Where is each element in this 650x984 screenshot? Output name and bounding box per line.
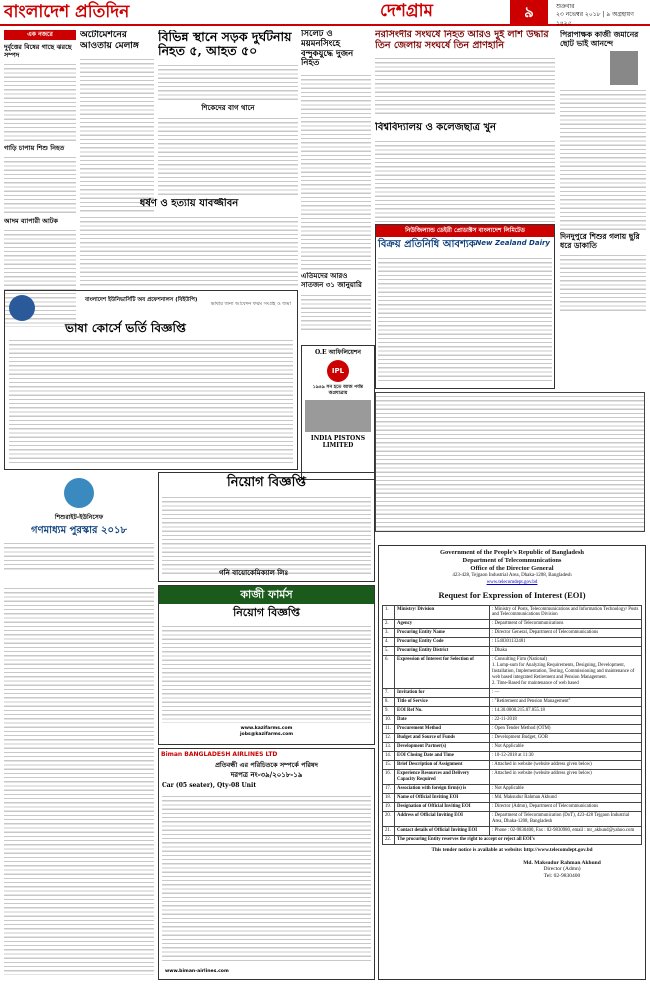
pistons-image <box>305 400 371 432</box>
eoi-row <box>383 752 642 761</box>
eoi-row-label: Budget and Source of Funds <box>395 734 490 743</box>
eoi-row-label: EOI Ref No. <box>395 707 490 716</box>
biman-notice-no: দরপত্র নং-৩৯/২০১৮-১৯ <box>230 769 303 779</box>
eoi-row <box>383 716 642 725</box>
eoi-row-label: Designation of Official Inviting EOI <box>395 803 490 812</box>
eoi-table <box>382 605 642 846</box>
eoi-sign-name: Md. Maksudur Rahman Akhund <box>523 859 601 866</box>
eoi-row-value: : Department of Telecommunication (DoT), 423-428 Tejgaon Industrial Area, Dhaka-1208, Bangladesh <box>490 812 642 827</box>
eoi-row <box>383 605 642 620</box>
kazi-website: www.kazifarms.com <box>240 725 293 731</box>
recruitment-title-1: নিয়োগ বিজ্ঞপ্তি <box>227 475 306 490</box>
orphan-story <box>301 272 371 342</box>
nz-dairy-logo: New Zealand Dairy <box>475 239 550 247</box>
university-logo <box>9 295 35 321</box>
eoi-row-num: 18. <box>383 794 395 803</box>
eoi-row-value: : Phone : 02-9830400, Fax : 02-9830980, email : mr_akhund@yahoo.com <box>490 827 642 836</box>
eoi-row <box>383 770 642 785</box>
biman-ad <box>158 748 375 980</box>
verdict-headline: ধর্ষণ ও হত্যায় যাবজ্জীবন <box>139 198 239 209</box>
section-title: দেশগ্রাম <box>380 1 433 21</box>
student-murder-headline: বিশ্ববিদ্যালয় ও কলেজছাত্র খুন <box>375 122 497 133</box>
kazi-recruitment-title: নিয়োগ বিজ্ঞপ্তি <box>233 605 300 619</box>
nz-dairy-ad <box>375 224 555 389</box>
pistons-since: ১৯৪৯ সন হতে আজ পর্যন্ত অগ্রযাত্রায় <box>312 384 364 396</box>
eoi-row <box>383 707 642 716</box>
sub-kicker: শিকেদের বাগ থানে <box>201 102 255 112</box>
eoi-row <box>383 812 642 827</box>
student-murder-story <box>375 122 555 222</box>
eoi-row-num: 5. <box>383 647 395 656</box>
biochem-company: গনি বায়োকেমিক্যাল লিঃ <box>219 568 289 578</box>
eoi-row <box>383 689 642 698</box>
nz-dairy-subheading: বিক্রয় প্রতিনিধি আবশ্যক <box>378 238 476 250</box>
media-award-ad <box>4 472 154 582</box>
eoi-row <box>383 794 642 803</box>
recruitment-ad-1 <box>158 472 375 582</box>
ad-text-block <box>162 793 371 963</box>
biman-item: Car (05 seater), Qty-08 Unit <box>162 782 257 790</box>
orphan-headline: এতিমদের আরও সাতজন ৩১ জানুয়ারি <box>301 272 362 289</box>
eoi-row-num: 11. <box>383 725 395 734</box>
eoi-row-num: 13. <box>383 743 395 752</box>
eoi-row-num: 15. <box>383 761 395 770</box>
award-logo <box>64 478 94 508</box>
eoi-row-value: : Not Applicable <box>490 785 642 794</box>
eoi-row-value: : Open Tender Method (OTM) <box>490 725 642 734</box>
article-text-block <box>375 55 555 115</box>
eoi-row <box>383 734 642 743</box>
eoi-address: 423-428, Tejgaon Industrial Area, Dhaka-1208, Bangladesh <box>452 573 572 579</box>
eoi-row-num: 22. <box>383 836 395 845</box>
eoi-row-value: : Dhaka <box>490 647 642 656</box>
robbery-story <box>560 232 646 317</box>
eoi-row-value: : 22-11-2018 <box>490 716 642 725</box>
eoi-row-num: 16. <box>383 770 395 785</box>
eoi-row-label: Contact details of Official Inviting EOI <box>395 827 490 836</box>
right-top-story <box>560 30 646 230</box>
language-course-note: ভাষার জন্য আবেদন ফরম সংগ্রহ ও জমা <box>210 301 291 307</box>
eoi-signature <box>482 860 642 881</box>
kazi-email: jobs@kazifarms.com <box>239 731 294 737</box>
masthead <box>0 0 650 26</box>
eoi-row-label: Expression of Interest for Selection of <box>395 656 490 689</box>
eoi-row-value: : Not Applicable <box>490 743 642 752</box>
eoi-row <box>383 725 642 734</box>
eoi-notice <box>378 545 646 980</box>
robbery-headline: দিনদুপুরে শিশুর গলায় ছুরি ধরে ডাকাতি <box>560 232 640 250</box>
eoi-row-num: 10. <box>383 716 395 725</box>
crossfire-headline: সিলেট ও ময়মনসিংহে বন্দুকযুদ্ধে দুজন নিহত <box>301 30 354 69</box>
eoi-row-label: Name of Official Inviting EOI <box>395 794 490 803</box>
eoi-row <box>383 743 642 752</box>
eoi-row <box>383 836 642 845</box>
eoi-row-label: Date <box>395 716 490 725</box>
eoi-row-value: : Department of Telecommunications <box>490 620 642 629</box>
eoi-row-num: 1. <box>383 605 395 620</box>
article-text-block <box>560 252 646 312</box>
crossfire-story <box>301 30 371 270</box>
biman-logo: Biman BANGLADESH AIRLINES LTD <box>161 751 278 758</box>
eoi-row-label: Association with foreign firm(s) is <box>395 785 490 794</box>
eoi-row-label: Procuring Entity Name <box>395 629 490 638</box>
road-accident-headline: বিভিন্ন স্থানে সড়ক দুর্ঘটনায় নিহত ৫, আহত ৫০ <box>158 30 292 59</box>
eoi-row-label: Agency <box>395 620 490 629</box>
eoi-row-value: : 14.30.0000.215.07.055.18 <box>490 707 642 716</box>
notice-text-block <box>4 585 154 975</box>
eoi-row <box>383 647 642 656</box>
eoi-row <box>383 785 642 794</box>
eoi-row <box>383 803 642 812</box>
eoi-row-num: 14. <box>383 752 395 761</box>
eoi-website[interactable]: www.telecomdept.gov.bd <box>486 579 538 585</box>
eoi-row-label: Invitation for <box>395 689 490 698</box>
eoi-row <box>383 638 642 647</box>
article-text-block <box>301 72 371 270</box>
eoi-row-num: 2. <box>383 620 395 629</box>
edition-day: শুক্রবার <box>556 3 575 10</box>
eoi-sign-tel: Tel: 02-9830400 <box>543 873 581 880</box>
eoi-row-value: : 1540301132481 <box>490 638 642 647</box>
left-headline-2: গাড়ি চাপায় শিশু নিহত <box>4 143 65 152</box>
eoi-row-num: 3. <box>383 629 395 638</box>
eoi-gov: Government of the People's Republic of Bangladesh <box>439 549 585 556</box>
eoi-row-value: : Consulting Firm (National) 1. Lump-sum for Analyzing Requirements, Designing, Development, Installation, Implementation, Testing, Commissioning and maintenance of web based integrated Retirement and Pension Management. 2. Time-Based for maintenance of web based <box>490 656 642 689</box>
eoi-row-label: Procurement Method <box>395 725 490 734</box>
eoi-title: Request for Expression of Interest (EOI) <box>438 589 586 600</box>
eoi-row-value: : Director General, Department of Telecommunications <box>490 629 642 638</box>
india-pistons-ad <box>301 345 375 480</box>
eoi-row-label: Procuring Entity District <box>395 647 490 656</box>
article-text-block <box>301 292 371 332</box>
ad-text-block <box>4 540 154 570</box>
eoi-row-value: : Ministry of Posts, Telecommunications and Information Technology/ Posts and Telecommunications Division <box>490 605 642 620</box>
university-name: বাংলাদেশ ইউনিভার্সিটি অব প্রফেশনালস (বিইউপি) <box>85 297 198 303</box>
eoi-row <box>383 620 642 629</box>
eoi-row-num: 4. <box>383 638 395 647</box>
ad-text-block <box>162 623 371 723</box>
eoi-footer-note: This tender notice is available at website: http://www.telecomdept.gov.bd <box>431 847 593 854</box>
eoi-row-value: : Attached in website (website address given below) <box>490 770 642 785</box>
eoi-row-value: : Development Budget, GOB <box>490 734 642 743</box>
eoi-row <box>383 698 642 707</box>
edition-date-line: ২৩ নভেম্বর ২০১৮ | ৯ অগ্রহায়ণ ১৪২৫ <box>556 11 634 27</box>
eoi-row-value: : "Retirement and Pension Management" <box>490 698 642 707</box>
eoi-row-num: 7. <box>383 689 395 698</box>
clash-story <box>375 30 555 120</box>
article-text-block <box>375 138 555 223</box>
eoi-row-num: 8. <box>383 698 395 707</box>
eoi-row <box>383 629 642 638</box>
pistons-logo: IPL <box>327 360 349 382</box>
eoi-row-value: : — <box>490 689 642 698</box>
eoi-row-num: 19. <box>383 803 395 812</box>
kazi-farms-ad <box>158 585 375 745</box>
article-text-block <box>4 61 76 141</box>
eoi-row <box>383 761 642 770</box>
automation-headline: অটোমেশনের আওতায় মেলাঙ্গ <box>80 30 139 52</box>
at-a-glance-tag: এক নজরে <box>4 30 76 40</box>
eoi-row-label: EOI Closing Date and Time <box>395 752 490 761</box>
verdict-story <box>80 198 298 288</box>
left-news-column <box>4 30 76 330</box>
eoi-row-value: : Attached in website (website address given below) <box>490 761 642 770</box>
eoi-row-value: : 10-12-2018 at 11:30 <box>490 752 642 761</box>
left-headline-1: দুর্বৃত্তের বিষের গাছে ঝরছে সম্পদ <box>4 42 72 59</box>
award-title: গণমাধ্যম পুরস্কার ২০১৮ <box>31 524 127 536</box>
eoi-row <box>383 827 642 836</box>
biman-website: www.biman-airlines.com <box>165 968 229 974</box>
clash-headline: নরসিংদীর সংঘর্ষে নিহত আরও দুই লাশ উদ্ধার তিন জেলায় সংঘর্ষে তিন প্রাণহানি <box>375 30 549 51</box>
eoi-row-label: Procuring Entity Code <box>395 638 490 647</box>
eoi-row-label: Experience Resources and Delivery Capacity Required <box>395 770 490 785</box>
ad-text-block <box>9 337 293 465</box>
eoi-row-label: Address of Official Inviting EOI <box>395 812 490 827</box>
article-text-block <box>4 154 76 214</box>
article-text-block <box>158 62 298 102</box>
eoi-sign-title: Director (Admn) <box>543 866 581 873</box>
nz-dairy-table <box>375 392 645 542</box>
page-number-badge: ৯ <box>510 0 548 24</box>
article-text-block <box>80 214 298 286</box>
eoi-row <box>383 656 642 689</box>
award-org: শিশুরাইট-ইউনিসেফ <box>54 514 104 521</box>
eoi-row-label: Title of Service <box>395 698 490 707</box>
person-photo <box>610 51 638 85</box>
eoi-office: Office of the Director General <box>470 565 554 573</box>
pistons-name: INDIA PISTONS LIMITED <box>310 434 366 450</box>
left-headline-3: আদম ব্যাপারী আটক <box>4 216 58 225</box>
eoi-row-num: 9. <box>383 707 395 716</box>
pistons-dealer: O.E আফিলিয়েশন <box>315 349 361 356</box>
biman-heading: প্রতিবন্ধী এর পরিচিতকে সম্পর্কে পরিষদ <box>215 760 318 769</box>
left-lower-notice <box>4 585 154 980</box>
ad-text-block <box>162 494 371 576</box>
newspaper-brand: বাংলাদেশ প্রতিদিন <box>4 2 130 22</box>
eoi-row-num: 17. <box>383 785 395 794</box>
eoi-row-label: Brief Description of Assignment <box>395 761 490 770</box>
right-top-headline: পিরাপাক্ষক কাজী জমানের ছোট ভাই আনন্দে <box>560 30 639 48</box>
table-block <box>375 392 645 532</box>
eoi-row-num: 6. <box>383 656 395 689</box>
eoi-row-label: Development Partner(s) <box>395 743 490 752</box>
article-text-block <box>158 115 298 195</box>
eoi-row-num: 21. <box>383 827 395 836</box>
eoi-row-num: 12. <box>383 734 395 743</box>
eoi-dept: Department of Telecommunications <box>462 557 562 565</box>
language-course-ad <box>4 290 298 470</box>
eoi-row-label: Ministry/ Division <box>395 605 490 620</box>
kazi-farms-title: কাজী ফার্মস <box>159 586 374 604</box>
ad-text-block <box>378 255 552 383</box>
road-accident-story <box>158 30 298 195</box>
eoi-row-value: : Md. Maksudur Rahman Akhund <box>490 794 642 803</box>
eoi-row-value: : Director (Admn), Department of Telecommunications <box>490 803 642 812</box>
language-course-title: ভাষা কোর্সে ভর্তি বিজ্ঞপ্তি <box>65 321 186 335</box>
eoi-row-label: The procuring Entity reserves the right to accept or reject all EOI's <box>395 836 642 845</box>
eoi-row-num: 20. <box>383 812 395 827</box>
nz-dairy-heading: নিউজিল্যান্ড ডেইরী প্রোডাক্টস বাংলাদেশ লিমিটেড <box>376 225 554 237</box>
edition-date <box>556 3 650 28</box>
article-text-block <box>560 87 646 230</box>
